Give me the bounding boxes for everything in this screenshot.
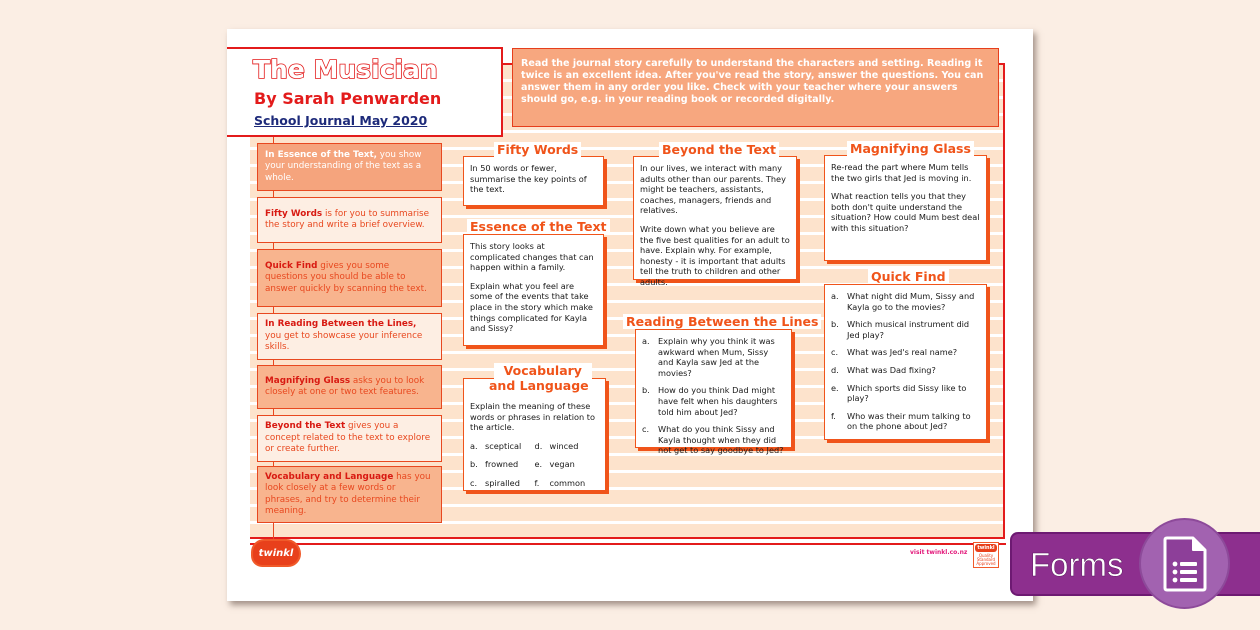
reading-between-heading: Reading Between the Lines [623,314,821,329]
desc-vocabulary [257,466,442,523]
magnifying-card [824,155,987,261]
vocabulary-heading-line1: Vocabulary [503,363,582,378]
desc-vocabulary-text: has you look closely at a few words or phrases, and try to determine their meaning. [265,471,431,516]
fifty-words-body: In 50 words or fewer, summarise the key points of the text. [470,163,587,195]
google-forms-icon [1163,536,1207,592]
quick-find-questions [831,291,980,432]
desc-fifty-words [257,197,442,243]
desc-fifty-bold: Fifty Words [265,208,323,219]
desc-beyond-text: gives you a concept related to the text to explore or create further. [265,421,431,455]
desc-reading-between [257,313,442,360]
desc-magnifying-text: asks you to look closely at one or two text features. [265,375,425,397]
question-item: c. What was Jed's real name? [831,347,958,358]
question-item: a. What night did Mum, Sissy and Kayla go to the movies? [831,291,975,312]
reading-between-card [635,329,792,456]
essence-card [463,234,604,346]
visit-twinkl-link[interactable]: visit twinkl.co.nz [910,549,968,556]
desc-magnifying [257,365,442,409]
magnifying-p2: What reaction tells you that they both don't quite understand the situation? How could Mum best deal with this situation? [831,191,980,233]
magnifying-p1: Re-read the part where Mum tells the two girls that Jed is moving in. [831,162,972,183]
author-line: By Sarah Penwarden [254,89,442,108]
page-title: The Musician [253,55,438,84]
desc-essence-bold: In Essence of the Text, [265,149,378,160]
desc-quick-find [257,249,442,307]
twinkl-logo[interactable]: twinkl [253,541,299,565]
desc-magnifying-bold: Magnifying Glass [265,375,351,386]
vocab-word: e. vegan [534,459,575,470]
reading-between-questions [642,336,785,456]
desc-essence [257,143,442,191]
vocabulary-card [463,378,606,491]
journal-link[interactable]: School Journal May 2020 [254,113,428,128]
beyond-p2: Write down what you believe are the five best qualities for an adult to have. Explain why. For example, honesty - it is important that adults tell the truth to children and other adults. [640,223,790,287]
vocabulary-word-grid [470,441,599,489]
vocab-word: f. common [534,477,586,488]
title-box [227,47,503,137]
forms-label: Forms [1030,546,1124,583]
vocab-word: b. frowned [470,459,519,470]
vocab-word: c. spiralled [470,477,520,488]
desc-beyond-bold: Beyond the Text [265,421,346,432]
essence-heading: Essence of the Text [467,219,610,234]
badge-subtitle: Quality Standard Approved [976,553,996,566]
beyond-card [633,156,797,287]
desc-quick-text: gives you some questions you should be able to answer quickly by scanning the text. [265,260,427,294]
question-item: e. Which sports did Sissy like to play? [831,382,967,404]
desc-reading-bold: In Reading Between the Lines, [265,319,417,330]
vocabulary-heading-line2: and Language [489,378,589,393]
question-item: f. Who was their mum talking to on the phone about Jed? [831,410,971,432]
desc-fifty-text: is for you to summarise the story and write a brief overview. [265,208,430,230]
vocabulary-heading [489,363,592,393]
badge-title: twinkl [977,545,995,551]
desc-vocabulary-bold: Vocabulary and Language [265,471,394,482]
quality-badge [973,542,999,568]
vocab-word: a. sceptical [470,440,522,451]
vocab-word: d. winced [534,440,579,451]
desc-beyond [257,415,442,462]
fifty-words-heading: Fifty Words [494,142,581,157]
question-item: a. Explain why you think it was awkward when Mum, Sissy and Kayla saw Jed at the movies? [642,336,775,378]
worksheet-page [227,29,1033,601]
beyond-heading: Beyond the Text [659,142,779,157]
question-item: c. What do you think Sissy and Kayla thought when they did not get to say goodbye to Jed? [642,424,784,456]
quick-find-heading: Quick Find [868,269,949,284]
question-item: b. Which musical instrument did Jed play? [831,319,970,340]
quick-find-card [824,284,987,440]
question-item: b. How do you think Dad might have felt when his daughters told him about Jed? [642,385,778,417]
desc-quick-bold: Quick Find [265,260,318,271]
footer-divider [250,543,1006,545]
question-item: d. What was Dad fixing? [831,364,936,375]
fifty-words-card [463,156,604,206]
desc-essence-text: you show your understanding of the text as a whole. [265,149,422,183]
desc-reading-text: you get to showcase your inference skills. [265,330,423,353]
essence-p2: Explain what you feel are some of the events that take place in the story which make things complicated for Kayla and Sissy? [470,280,593,334]
intro-instructions: Read the journal story carefully to understand the characters and setting. Reading it twice is an excellent idea. After you've read the story, answer the questions. You can answer them in any order you like. Check with your teacher where your answers should go, e.g. in your reading book or recorded digitally. [512,48,999,127]
vocabulary-intro: Explain the meaning of these words or phrases in relation to the article. [470,401,595,433]
forms-icon-circle[interactable] [1139,518,1230,609]
beyond-p1: In our lives, we interact with many adults other than our parents. They might be teachers, assistants, coaches, managers, friends and relatives. [640,163,786,216]
essence-p1: This story looks at complicated changes that can happen within a family. [470,241,594,273]
magnifying-heading: Magnifying Glass [847,141,974,156]
